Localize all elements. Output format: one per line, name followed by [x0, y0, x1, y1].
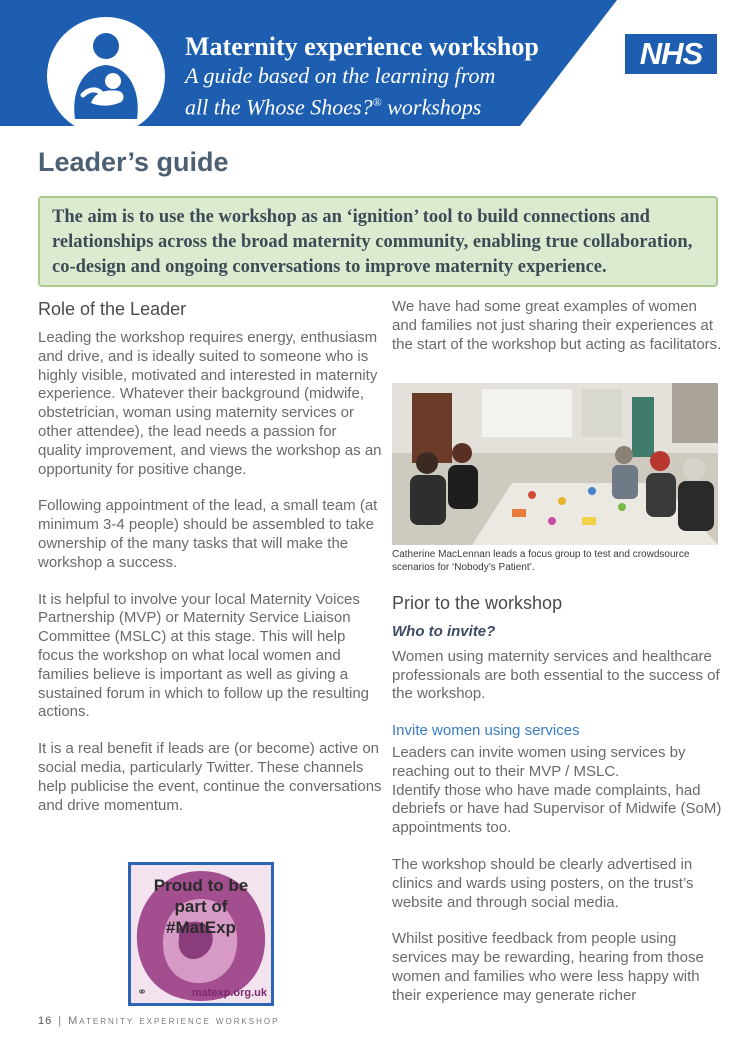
left-column [38, 298, 383, 833]
right-column-top [392, 298, 722, 372]
page-footer [38, 1015, 279, 1027]
page-title: Leader’s guide [38, 147, 229, 177]
right-intro-paragraph: We have had some great examples of women and families not just sharing their experiences at the start of the workshop but acting as facilitators. [392, 298, 722, 353]
focus-group-photo [392, 383, 718, 545]
badge-url: matexp.org.uk [191, 987, 267, 999]
footer-label: Maternity experience workshop [68, 1015, 280, 1027]
matexp-badge [128, 862, 274, 1006]
bicycle-icon: ⚭ [137, 985, 148, 999]
subtitle-line2-pre: all the Whose Shoes? [185, 94, 373, 120]
badge-text [131, 875, 271, 938]
nhs-logo: NHS [625, 34, 717, 74]
registered-mark: ® [372, 95, 382, 109]
header-title: Maternity experience workshop [185, 32, 539, 61]
left-paragraph-1: Leading the workshop requires energy, enthusiasm and drive, and is ideally suited to someone who is highly visible, motivated and interested in maternity experience. Whatever their background (midwife, obstetrician, woman using maternity services or other attendee), the lead needs a passion for quality improvement, and views the workshop as an opportunity for positive change. [38, 329, 382, 478]
right-column-bottom [392, 592, 722, 1006]
badge-line-3: #MatExp [166, 918, 236, 937]
right-paragraph-2a: Leaders can invite women using services by reaching out to their MVP / MSLC. [392, 743, 686, 780]
right-paragraph-2b: Identify those who have made complaints, had debriefs or have had Supervisor of Midwife (SoM) appointments too. [392, 781, 722, 837]
header-subtitle-line1: A guide based on the learning from [185, 63, 496, 88]
right-paragraph-3: The workshop should be clearly advertised in clinics and wards using posters, on the trust’s website and through social media. [392, 855, 694, 911]
footer-separator: | [58, 1015, 63, 1027]
header-text [185, 32, 605, 120]
left-paragraph-3: It is helpful to involve your local Maternity Voices Partnership (MVP) or Maternity Service Liaison Committee (MSLC) at this stage. This will help focus the workshop on what local women and families believe is important as well as giving a sustained forum in which to follow up the resulting actions. [38, 590, 370, 721]
right-paragraph-1: Women using maternity services and healthcare professionals are both essential to the success of the workshop. [392, 647, 720, 703]
page-number: 16 [38, 1015, 53, 1027]
subtitle-line2-post: workshops [381, 94, 482, 120]
left-paragraph-2: Following appointment of the lead, a small team (at minimum 3-4 people) should be assembled to take ownership of the many tasks that will make the workshop a success. [38, 497, 378, 571]
mother-baby-icon [61, 29, 151, 125]
aim-callout: The aim is to use the workshop as an ‘ignition’ tool to build connections and relationships across the broad maternity community, enabling true collaboration, co-design and ongoing conversations to improve maternity experience. [38, 196, 718, 287]
right-paragraph-4: Whilst positive feedback from people using services may be rewarding, hearing from those women and families who were less happy with their experience may generate richer [392, 930, 704, 1004]
who-to-invite-subheading: Who to invite? [392, 623, 496, 640]
left-paragraph-4: It is a real benefit if leads are (or become) active on social media, particularly Twitter. These channels help publicise the event, continue the conversations and drive momentum. [38, 740, 382, 814]
role-of-leader-heading: Role of the Leader [38, 299, 187, 319]
focus-group-illustration [392, 383, 718, 545]
prior-to-workshop-heading: Prior to the workshop [392, 593, 563, 613]
badge-line-2: part of [174, 897, 228, 916]
header-subtitle-line2 [185, 89, 605, 120]
invite-women-heading: Invite women using services [392, 722, 580, 740]
badge-line-1: Proud to be [153, 876, 249, 895]
photo-caption: Catherine MacLennan leads a focus group to test and crowdsource scenarios for ‘Nobody’s Patient’. [392, 549, 690, 573]
mother-baby-logo [47, 17, 165, 135]
